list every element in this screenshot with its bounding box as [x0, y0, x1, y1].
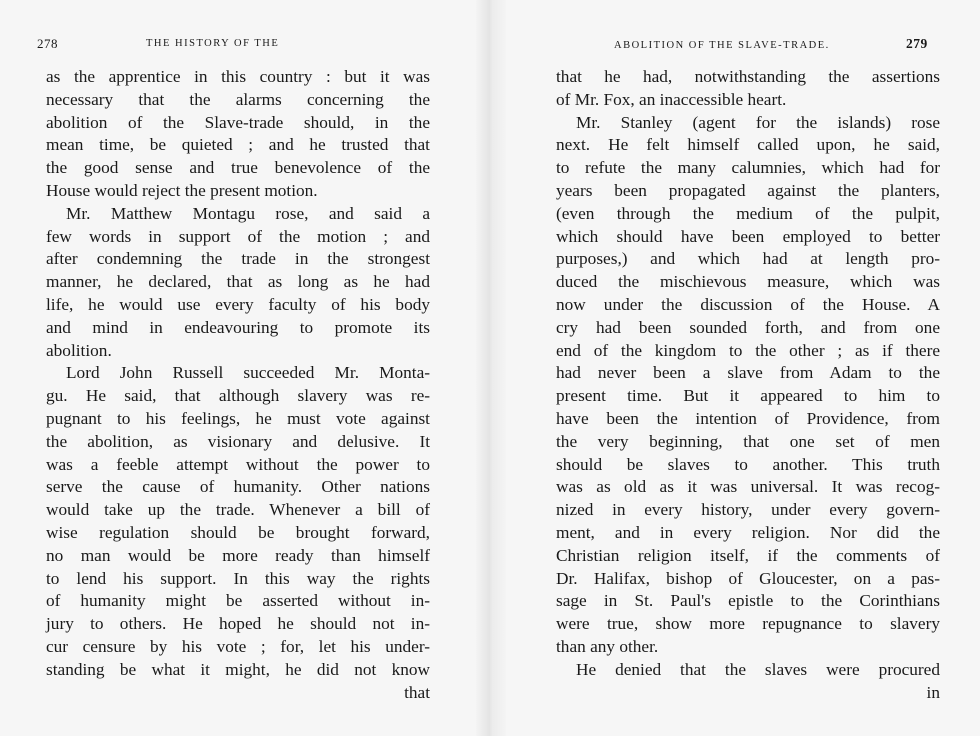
text-line: (even through the medium of the pulpit,	[556, 203, 940, 223]
text-line: mean time, be quieted ; and he trusted that	[46, 135, 430, 155]
text-line: Lord John Russell succeeded Mr. Monta-	[66, 363, 430, 383]
text-line: was a feeble attempt without the power to	[46, 454, 430, 474]
text-line: necessary that the alarms concerning the	[46, 89, 430, 109]
text-line: which should have been employed to better	[556, 226, 940, 246]
text-line: few words in support of the motion ; and	[46, 226, 430, 246]
text-line: have been the intention of Providence, from	[556, 408, 940, 428]
text-line: jury to others. He hoped he should not in-	[46, 614, 430, 634]
text-line: than any other.	[556, 636, 659, 656]
text-line: standing be what it might, he did not know	[46, 659, 430, 679]
text-line: of Mr. Fox, an inaccessible heart.	[556, 89, 787, 109]
right-page-text	[556, 66, 940, 704]
text-line: end of the kingdom to the other ; as if there	[556, 340, 940, 360]
text-line: had never been a slave from Adam to the	[556, 363, 940, 383]
text-line: of humanity might be asserted without in-	[46, 591, 430, 611]
text-line: present time. But it appeared to him to	[556, 386, 940, 406]
text-line: duced the mischievous measure, which was	[556, 272, 940, 292]
text-line: nized in every history, under every govern-	[556, 500, 940, 520]
text-line: cur censure by his vote ; for, let his under-	[46, 636, 430, 656]
catchword: in	[926, 682, 940, 702]
text-line: Christian religion itself, if the comments of	[556, 545, 940, 565]
right-running-head: ABOLITION OF THE SLAVE-TRADE.	[614, 40, 830, 51]
text-line: that he had, notwithstanding the assertions	[556, 67, 940, 86]
right-page-number: 279	[906, 36, 928, 51]
text-line: Mr. Stanley (agent for the islands) rose	[576, 112, 940, 132]
text-line: abolition of the Slave-trade should, in the	[46, 112, 430, 132]
text-line: House would reject the present motion.	[46, 180, 318, 200]
text-line: wise regulation should be brought forward,	[46, 522, 430, 542]
text-line: abolition.	[46, 340, 112, 360]
left-page	[0, 0, 480, 736]
text-line: as the apprentice in this country : but it was	[46, 67, 430, 86]
right-page	[500, 0, 980, 736]
text-line: next. He felt himself called upon, he said,	[556, 135, 940, 155]
text-line: should be slaves to another. This truth	[556, 454, 940, 474]
left-page-text	[46, 66, 430, 704]
text-line: Dr. Halifax, bishop of Gloucester, on a pas-	[556, 568, 940, 588]
text-line: no man would be more ready than himself	[46, 545, 430, 565]
text-line: years been propagated against the planters,	[556, 180, 940, 200]
catchword: that	[404, 682, 430, 702]
left-page-number: 278	[37, 36, 58, 51]
text-line: ment, and in every religion. Nor did the	[556, 522, 940, 542]
text-line: Mr. Matthew Montagu rose, and said a	[66, 203, 430, 223]
text-line: to lend his support. In this way the rights	[46, 568, 430, 588]
text-line: was as old as it was universal. It was recog-	[556, 477, 940, 497]
text-line: serve the cause of humanity. Other nations	[46, 477, 430, 497]
text-line: the good sense and true benevolence of the	[46, 158, 430, 178]
text-line: purposes,) and which had at length pro-	[556, 249, 940, 269]
text-line: the very beginning, that one set of men	[556, 431, 940, 451]
text-line: the abolition, as visionary and delusive. It	[46, 431, 430, 451]
text-line: life, he would use every faculty of his body	[46, 294, 430, 314]
text-line: sage in St. Paul's epistle to the Corinthians	[556, 591, 940, 611]
text-line: would take up the trade. Whenever a bill of	[46, 500, 430, 520]
text-line: after condemning the trade in the strongest	[46, 249, 430, 269]
text-line: to refute the many calumnies, which had for	[556, 158, 940, 178]
text-line: He denied that the slaves were procured	[576, 659, 940, 679]
text-line: and mind in endeavouring to promote its	[46, 317, 430, 337]
text-line: pugnant to his feelings, he must vote against	[46, 408, 430, 428]
left-running-head: THE HISTORY OF THE	[146, 38, 280, 49]
text-line: gu. He said, that although slavery was re-	[46, 386, 430, 406]
text-line: cry had been sounded forth, and from one	[556, 317, 940, 337]
text-line: were true, show more repugnance to slavery	[556, 614, 940, 634]
text-line: manner, he declared, that as long as he had	[46, 272, 430, 292]
text-line: now under the discussion of the House. A	[556, 294, 940, 314]
